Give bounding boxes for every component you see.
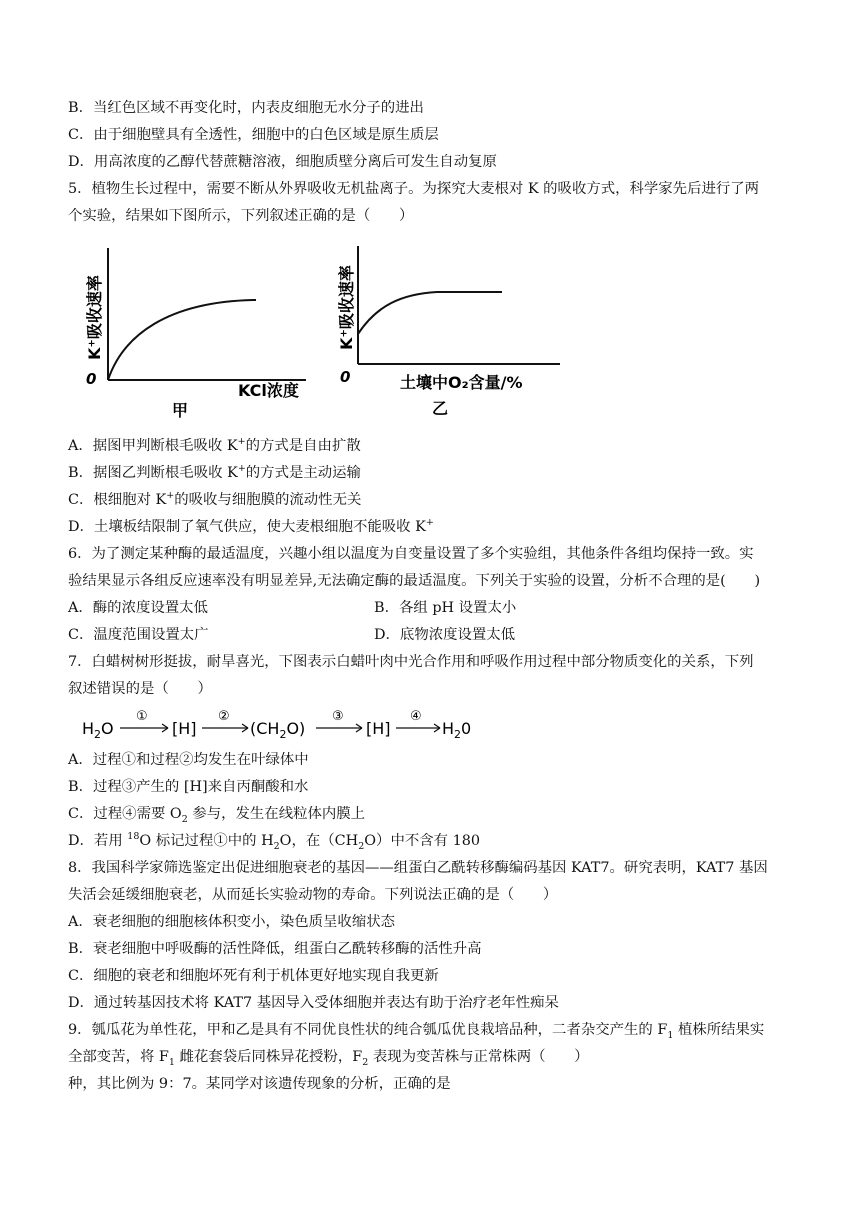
chain-h-2: [H] [366, 719, 391, 738]
yi-origin: 0 [340, 368, 351, 386]
figure-yi-chart [332, 240, 572, 420]
jia-caption: 甲 [172, 401, 189, 420]
arrow-4-label: ④ [410, 709, 422, 724]
chain-h2o-right: $H_20$ [442, 719, 472, 741]
q8-stem-line1: 8．我国科学家筛选鉴定出促进细胞衰老的基因——组蛋白乙酰转移酶编码基因 KAT7。研究表明，KAT7 基因 [68, 860, 768, 876]
q8-option-a: A．衰老细胞的细胞核体积变小，染色质呈收缩状态 [68, 914, 395, 930]
arrow-3-label: ③ [332, 709, 344, 724]
jia-ylabel: K⁺吸收速率 [85, 275, 104, 360]
q9-stem-line2: 全部变苦，将 $F_1$ 雌花套袋后同株异花授粉，$F_2$ 表现为变苦株与正常株两（ ） [68, 1049, 589, 1068]
q5-stem-line2: 个实验，结果如下图所示，下列叙述正确的是（ ） [68, 208, 414, 224]
q4-option-b: B．当红色区域不再变化时，内表皮细胞无水分子的进出 [68, 100, 424, 116]
q5-option-a: A．据图甲判断根毛吸收 K+的方式是自由扩散 [68, 436, 361, 454]
q6-stem-line2: 验结果显示各组反应速率没有明显差异,无法确定酶的最适温度。下列关于实验的设置，分析不合理的是( ) [68, 573, 761, 589]
q5-stem-line1: 5．植物生长过程中，需要不断从外界吸收无机盐离子。为探究大麦根对 K 的吸收方式，科学家先后进行了两 [68, 181, 760, 197]
figure-jia-chart [78, 240, 318, 420]
q5-option-c: C．根细胞对 K+的吸收与细胞膜的流动性无关 [68, 490, 362, 508]
q6-option-b: B．各组 pH 设置太小 [374, 600, 517, 616]
arrow-1-label: ① [136, 709, 148, 724]
q5-option-b: B．据图乙判断根毛吸收 K+的方式是主动运输 [68, 463, 361, 481]
chain-h2o-left: $H_2O$ [82, 719, 114, 741]
q8-option-b: B．衰老细胞中呼吸酶的活性降低，组蛋白乙酰转移酶的活性升高 [68, 941, 482, 957]
q7-stem-line2: 叙述错误的是（ ） [68, 681, 212, 697]
yi-caption: 乙 [432, 399, 449, 418]
q7-option-a: A．过程①和过程②均发生在叶绿体中 [68, 752, 309, 768]
q6-option-a: A．酶的浓度设置太低 [68, 600, 208, 616]
reaction-chain-svg [76, 706, 496, 742]
q8-option-d: D．通过转基因技术将 KAT7 基因导入受体细胞并表达有助于治疗老年性痴呆 [68, 995, 559, 1011]
q9-stem-line1: 9．瓠瓜花为单性花，甲和乙是具有不同优良性状的纯合瓠瓜优良栽培品种，二者杂交产生的 $F_1$ 植株所结果实 [68, 1022, 765, 1041]
arrow-2-label: ② [218, 709, 230, 724]
q7-option-c: C．过程④需要 $O_2$ 参与，发生在线粒体内膜上 [68, 806, 366, 825]
q6-option-c: C．温度范围设置太广 [68, 627, 209, 643]
q6-option-d: D．底物浓度设置太低 [374, 627, 516, 643]
chain-h-1: [H] [172, 719, 197, 738]
jia-curve [108, 300, 256, 380]
q5-option-d: D．土壤板结限制了氧气供应，使大麦根细胞不能吸收 K+ [68, 517, 434, 535]
q7-option-b: B．过程③产生的 [H]来自丙酮酸和水 [68, 779, 309, 795]
q8-stem-line2: 失活会延缓细胞衰老，从而延长实验动物的寿命。下列说法正确的是（ ） [68, 887, 558, 903]
figure-yi [332, 240, 572, 424]
jia-xlabel: KCl浓度 [238, 381, 299, 400]
q8-option-c: C．细胞的衰老和细胞坏死有利于机体更好地实现自我更新 [68, 968, 439, 984]
chain-ch2o: $(CH_2O)$ [250, 719, 306, 741]
yi-ylabel: K⁺吸收速率 [337, 265, 356, 350]
figure-jia [78, 240, 318, 424]
jia-origin: 0 [86, 370, 97, 388]
q4-option-c: C．由于细胞壁具有全透性，细胞中的白色区域是原生质层 [68, 127, 439, 143]
q9-stem-line3: 种，其比例为 9：7。某同学对该遗传现象的分析，正确的是 [68, 1076, 451, 1092]
q7-stem-line1: 7．白蜡树树形挺拔，耐旱喜光，下图表示白蜡叶肉中光合作用和呼吸作用过程中部分物质变化的关系，下列 [68, 654, 754, 670]
q7-reaction-chain [76, 706, 496, 746]
q6-stem-line1: 6．为了测定某种酶的最适温度，兴趣小组以温度为自变量设置了多个实验组，其他条件各组均保持一致。实 [68, 546, 754, 562]
q4-option-d: D．用高浓度的乙醇代替蔗糖溶液，细胞质壁分离后可发生自动复原 [68, 154, 497, 170]
yi-curve [358, 292, 502, 334]
yi-xlabel: 土壤中O₂含量/% [400, 373, 523, 392]
q7-option-d: D．若用 $^{18}$O 标记过程①中的 $H_2O$，在$(CH_2O)$中不含有 180 [68, 831, 481, 852]
